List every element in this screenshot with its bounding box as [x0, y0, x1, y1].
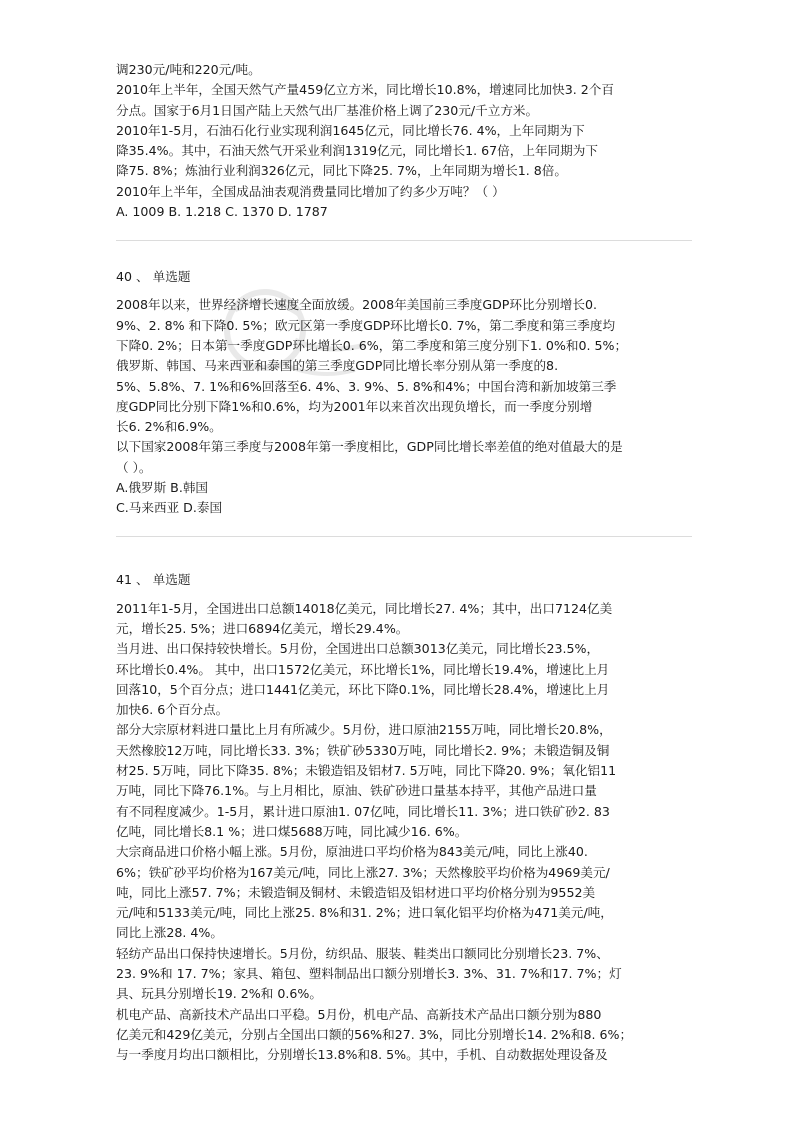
q41-line: 2011年1-5月，全国进出口总额14018亿美元，同比增长27. 4%；其中，出口7124亿美 — [116, 600, 613, 616]
divider — [116, 536, 692, 537]
question-41 — [116, 570, 692, 1066]
q39-line: 降75. 8%；炼油行业利润326亿元，同比下降25. 7%，上年同期为增长1. 8倍。 — [116, 163, 567, 179]
q40-header: 40 、 单选题 — [116, 269, 191, 285]
q41-line: 大宗商品进口价格小幅上涨。5月份，原油进口平均价格为843美元/吨，同比上涨40. — [116, 844, 588, 860]
q40-question: 以下国家2008年第三季度与2008年第一季度相比，GDP同比增长率差值的绝对值最大的是 — [116, 439, 623, 455]
q41-line: 具、玩具分别增长19. 2%和 0.6%。 — [116, 986, 322, 1002]
q41-line: 元，增长25. 5%；进口6894亿美元，增长29.4%。 — [116, 620, 409, 636]
q41-line: 元/吨和5133美元/吨，同比上涨25. 8%和31. 2%；进口氧化铝平均价格为471美元/吨， — [116, 905, 613, 921]
q40-line: 9%、2. 8% 和下降0. 5%；欧元区第一季度GDP环比增长0. 7%，第二季度和第三季度均 — [116, 317, 616, 333]
divider — [116, 240, 692, 241]
q41-line: 亿美元和429亿美元，分别占全国出口额的56%和27. 3%，同比分别增长14. 2%和8. 6%； — [116, 1026, 633, 1042]
q40-question: （ ）。 — [116, 459, 152, 475]
q41-line: 回落10，5个百分点；进口1441亿美元，环比下降0.1%，同比增长28.4%，增速比上月 — [116, 681, 610, 697]
q41-line: 有不同程度减少。1-5月，累计进口原油1. 07亿吨，同比增长11. 3%；进口铁矿砂2. 83 — [116, 803, 610, 819]
q40-options: A.俄罗斯 B.韩国 — [116, 480, 209, 496]
q41-line: 23. 9%和 17. 7%；家具、箱包、塑料制品出口额分别增长3. 3%、31. 7%和17. 7%；灯 — [116, 965, 622, 981]
q39-line: 2010年上半年，全国天然气产量459亿立方米，同比增长10.8%，增速同比加快3. 2个百 — [116, 82, 614, 98]
q41-line: 环比增长0.4%。 其中，出口1572亿美元，环比增长1%，同比增长19.4%，增速比上月 — [116, 661, 610, 677]
q40-line: 5%、5.8%、7. 1%和6%回落至6. 4%、3. 9%、5. 8%和4%；中国台湾和新加坡第三季 — [116, 378, 617, 394]
q41-line: 当月进、出口保持较快增长。5月份，全国进出口总额3013亿美元，同比增长23.5%， — [116, 641, 600, 657]
q41-line: 材25. 5万吨，同比下降35. 8%；未锻造铝及铝材7. 5万吨，同比下降20. 9%；氧化铝11 — [116, 763, 617, 779]
q41-line: 6%；铁矿砂平均价格为167美元/吨，同比上涨27. 3%；天然橡胶平均价格为4969美元/ — [116, 864, 610, 880]
q41-header: 41 、 单选题 — [116, 571, 191, 587]
q41-line: 加快6. 6个百分点。 — [116, 702, 229, 718]
q40-line: 度GDP同比分别下降1%和0.6%，均为2001年以来首次出现负增长，而一季度分别增 — [116, 398, 593, 414]
q41-line: 部分大宗原材料进口量比上月有所减少。5月份，进口原油2155万吨，同比增长20.8%， — [116, 722, 612, 738]
document-page — [116, 60, 692, 1065]
question-39-tail — [116, 60, 692, 222]
q40-line: 2008年以来，世界经济增长速度全面放缓。2008年美国前三季度GDP环比分别增长0. — [116, 297, 597, 313]
q39-question: 2010年上半年，全国成品油表观消费量同比增加了约多少万吨？（ ） — [116, 183, 505, 199]
q39-line: 分点。国家于6月1日国产陆上天然气出厂基准价格上调了230元/千立方米。 — [116, 102, 539, 118]
q39-line: 2010年1-5月，石油石化行业实现利润1645亿元，同比增长76. 4%，上年同期为下 — [116, 122, 585, 138]
question-40 — [116, 267, 692, 518]
q40-line: 长6. 2%和6.9%。 — [116, 419, 222, 435]
q39-line: 降35.4%。其中，石油天然气开采业利润1319亿元，同比增长1. 67倍，上年同期为下 — [116, 143, 598, 159]
q40-line: 俄罗斯、韩国、马来西亚和泰国的第三季度GDP同比增长率分别从第一季度的8. — [116, 358, 559, 374]
q40-options: C.马来西亚 D.泰国 — [116, 500, 223, 516]
q41-line: 吨，同比上涨57. 7%；未锻造铜及铜材、未锻造铝及铝材进口平均价格分别为9552美 — [116, 884, 596, 900]
q41-line: 机电产品、高新技术产品出口平稳。5月份，机电产品、高新技术产品出口额分别为880 — [116, 1006, 602, 1022]
q41-line: 轻纺产品出口保持快速增长。5月份，纺织品、服装、鞋类出口额同比分别增长23. 7%、 — [116, 945, 609, 961]
q41-line: 万吨，同比下降76.1%。与上月相比，原油、铁矿砂进口量基本持平，其他产品进口量 — [116, 783, 597, 799]
q39-options: A. 1009 B. 1.218 C. 1370 D. 1787 — [116, 204, 328, 220]
q39-line: 调230元/吨和220元/吨。 — [116, 62, 261, 77]
q41-line: 天然橡胶12万吨，同比增长33. 3%；铁矿砂5330万吨，同比增长2. 9%；未锻造铜及铜 — [116, 742, 610, 758]
q40-line: 下降0. 2%；日本第一季度GDP环比增长0. 6%，第二季度和第三度分别下1. 0%和0. 5%； — [116, 337, 628, 353]
q41-line: 同比上涨28. 4%。 — [116, 925, 223, 941]
q41-line: 与一季度月均出口额相比，分别增长13.8%和8. 5%。其中，手机、自动数据处理设备及 — [116, 1047, 608, 1063]
q41-line: 亿吨，同比增长8.1 %；进口煤5688万吨，同比减少16. 6%。 — [116, 823, 468, 839]
